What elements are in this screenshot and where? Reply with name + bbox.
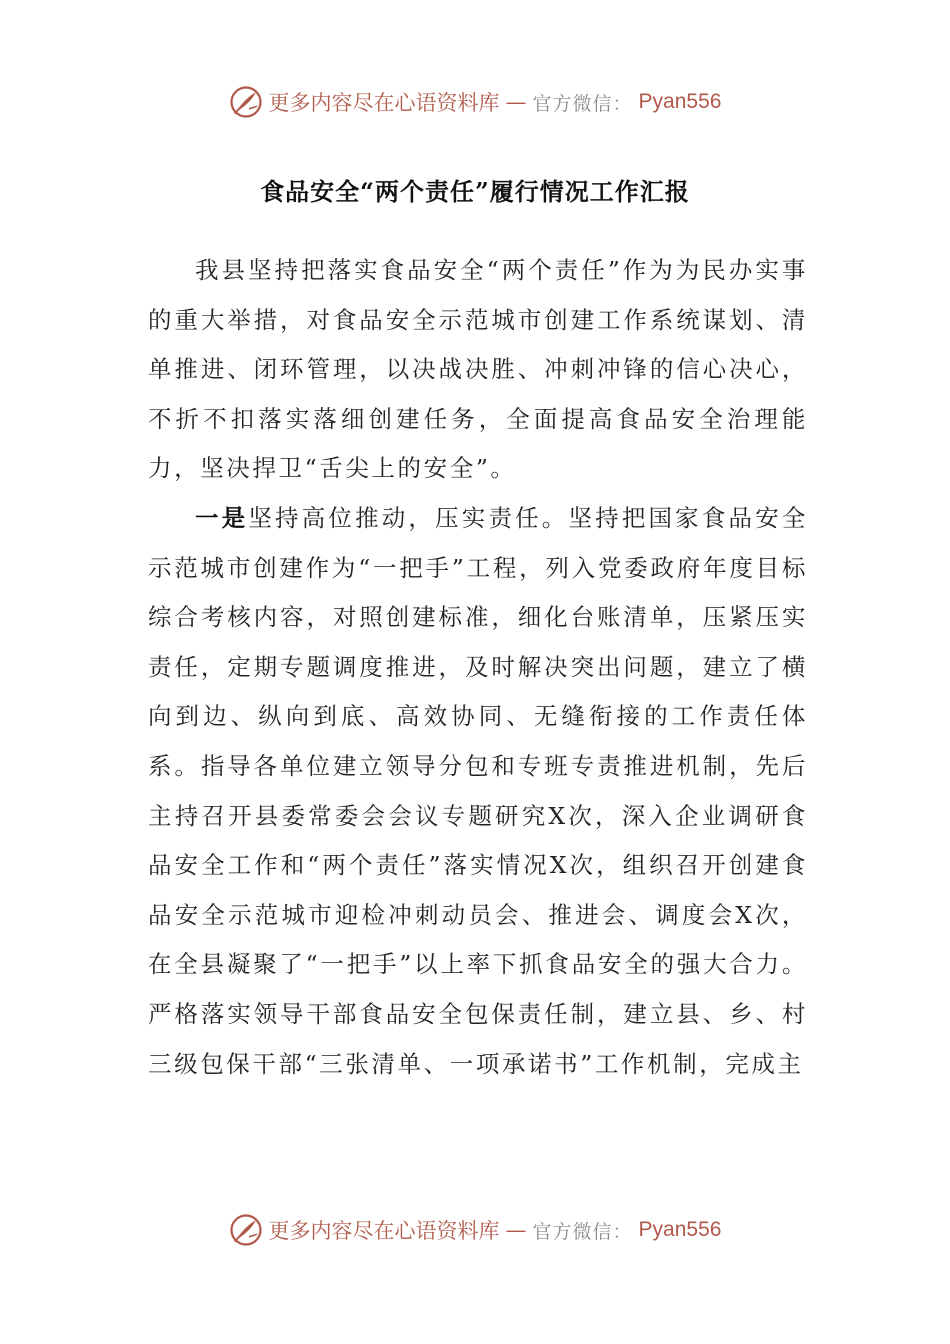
watermark-dash: — (505, 1218, 527, 1242)
paragraph-lead: 一是 (195, 503, 249, 532)
paragraph-text: 我县坚持把落实食品安全“两个责任”作为为民办实事的重大举措，对食品安全示范城市创建工作系统谋划、清单推进、闭环管理，以决战决胜、冲刺冲锋的信心决心，不折不扣落实落细创建任务，全面提高食品安全治理能力，坚决捍卫“舌尖上的安全”。 (148, 256, 808, 483)
watermark-banner-top (0, 82, 950, 122)
paragraph-intro (148, 246, 808, 494)
watermark-banner-bottom (0, 1210, 950, 1250)
paragraph-text: 坚持高位推动，压实责任。坚持把国家食品安全示范城市创建作为“一把手”工程，列入党委政府年度目标综合考核内容，对照创建标准，细化台账清单，压紧压实责任，定期专题调度推进，及时解决突出问题，建立了横向到边、纵向到底、高效协同、无缝衔接的工作责任体系。指导各单位建立领导分包和专班专责推进机制，先后主持召开县委常委会会议专题研究X次，深入企业调研食品安全工作和“两个责任”落实情况X次，组织召开创建食品安全示范城市迎检冲刺动员会、推进会、调度会X次，在全县凝聚了“一把手”以上率下抓食品安全的强大合力。严格落实领导干部食品安全包保责任制，建立县、乡、村三级包保干部“三张清单、一项承诺书”工作机制，完成主 (148, 503, 808, 1078)
watermark-wechat-label: 官方微信： (532, 92, 633, 115)
quill-pen-logo-icon (229, 85, 263, 119)
document-title: 食品安全“两个责任”履行情况工作汇报 (260, 177, 690, 206)
watermark-wechat-id: Pyan556 (638, 1218, 722, 1241)
watermark-site-text: 更多内容尽在心语资料库 (268, 1219, 500, 1243)
watermark-wechat-id: Pyan556 (638, 90, 722, 113)
watermark-wechat-label: 官方微信： (532, 1220, 633, 1243)
paragraph-point-one (148, 494, 808, 1089)
quill-pen-logo-icon (229, 1213, 263, 1247)
watermark-site-text: 更多内容尽在心语资料库 (268, 91, 500, 115)
watermark-dash: — (505, 90, 527, 114)
document-body (148, 246, 808, 1089)
